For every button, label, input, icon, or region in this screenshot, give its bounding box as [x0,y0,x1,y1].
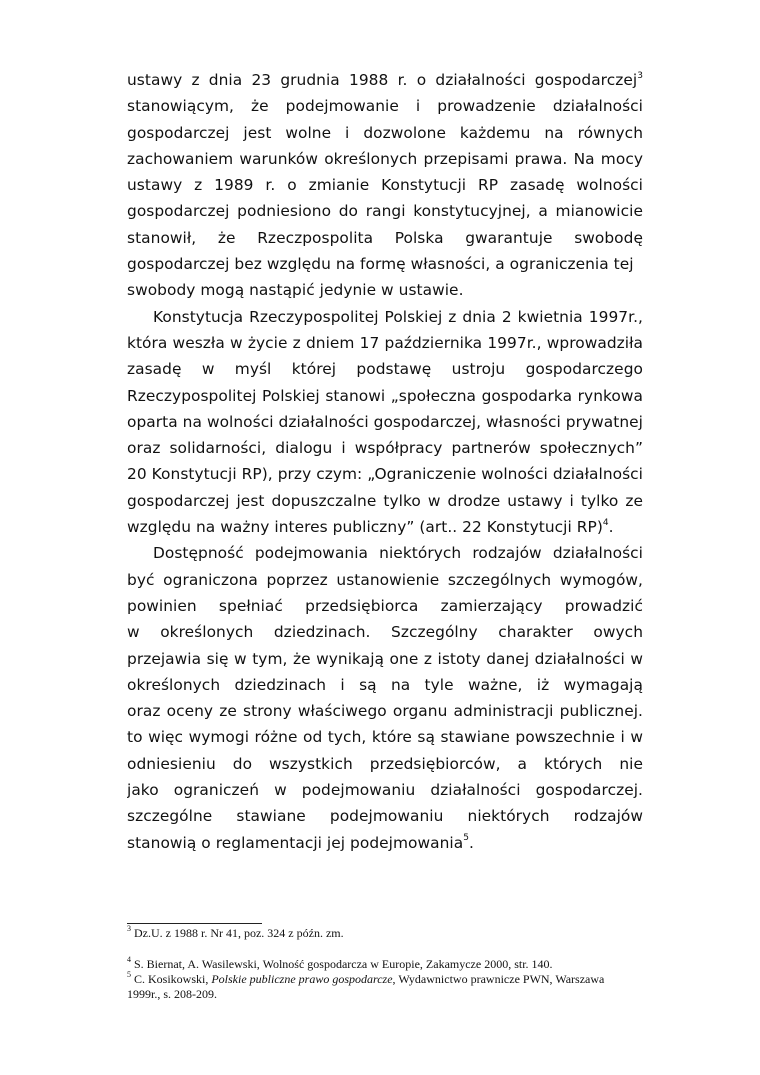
footnote-5-continuation: 1999r., s. 208-209. [127,987,217,1001]
text-line: gospodarczej jest wolne i dozwolone każdemu na równych [127,123,643,142]
footnote-text: C. Kosikowski, [131,972,212,986]
text-line: powinien spełniać przedsiębiorca zamierzający prowadzić [127,596,643,615]
footnote-ref[interactable]: 3 [637,70,643,81]
footnote-5 [127,972,647,987]
text-line: która weszła w życie z dniem 17 października 1997r., wprowadziła [127,333,643,352]
footnote-number: 3 [127,924,131,933]
text-line: Dostępność podejmowania niektórych rodzajów działalności [153,544,643,563]
text-line: w określonych dziedzinach. Szczególny charakter owych [127,623,643,642]
footnote-3 [127,926,647,941]
text-span: . [469,833,474,852]
footnote-title: Polskie publiczne prawo gospodarcze [211,972,393,986]
footnote-number: 4 [127,955,131,964]
text-line: oparta na wolności działalności gospodarczej, własności prywatnej [127,412,643,431]
text-span: ustawy z dnia 23 grudnia 1988 r. o działalności gospodarczej [127,71,638,89]
footnote-number: 5 [127,970,131,979]
text-line: Rzeczypospolitej Polskiej stanowi „społeczna gospodarka rynkowa [127,386,643,405]
text-line: gospodarczej podniesiono do rangi konstytucyjnej, a mianowicie [127,202,643,221]
text-line: gospodarczej bez względu na formę własności, a ograniczenia tej [127,255,634,274]
text-line [127,67,643,93]
text-line: 20 Konstytucji RP), przy czym: „Ograniczenie wolności działalności [127,465,643,484]
text-line: stanowiącym, że podejmowanie i prowadzenie działalności [127,97,643,116]
text-line: stanowił, że Rzeczpospolita Polska gwarantuje swobodę [127,228,643,247]
footnote-ref[interactable]: 4 [602,517,609,528]
text-line: określonych dziedzinach i są na tyle ważne, iż wymagają [127,675,643,694]
text-line: ustawy z 1989 r. o zmianie Konstytucji RP zasadę wolności [127,176,643,195]
text-line [127,514,643,540]
text-span: względu na ważny interes publiczny” (art.. 22 Konstytucji RP) [127,518,603,537]
text-line: oraz solidarności, dialogu i współpracy partnerów społecznych” [127,439,643,458]
text-span: . [608,518,614,537]
text-line: szczególne stawiane podejmowaniu niektórych rodzajów [127,807,643,826]
paragraph-1 [127,67,643,304]
footnote-separator [127,923,262,924]
paragraph-2 [127,304,643,541]
text-line: zasadę w myśl której podstawę ustroju gospodarczego [127,360,643,379]
text-line: oraz oceny ze strony właściwego organu administracji publicznej. [127,702,643,721]
paragraph-3 [127,540,643,856]
text-line: odniesieniu do wszystkich przedsiębiorców, a których nie [127,754,643,773]
text-line: swobody mogą nastąpić jedynie w ustawie. [127,281,464,300]
footnote-ref[interactable]: 5 [463,833,470,844]
footnotes [127,926,647,1002]
document-body [127,67,643,856]
footnote-4 [127,957,647,972]
footnote-text: , Wydawnictwo prawnicze PWN, Warszawa [392,972,605,986]
text-line: to więc wymogi różne od tych, które są stawiane powszechnie i w [127,728,643,747]
text-line: zachowaniem warunków określonych przepisami prawa. Na mocy [127,149,643,168]
text-span: stanowią o reglamentacji jej podejmowania [127,833,464,852]
footnote-text: S. Biernat, A. Wasilewski, Wolność gospodarcza w Europie, Zakamycze 2000, str. 140. [131,957,553,971]
text-line [127,830,643,856]
text-line: Konstytucja Rzeczypospolitej Polskiej z dnia 2 kwietnia 1997r., [153,307,643,326]
text-line: przejawia się w tym, że wynikają one z istoty danej działalności w [127,649,643,668]
text-line: gospodarczej jest dopuszczalne tylko w drodze ustawy i tylko ze [127,491,643,510]
footnote-text: Dz.U. z 1988 r. Nr 41, poz. 324 z późn. zm. [131,926,344,940]
text-line: jako ograniczeń w podejmowaniu działalności gospodarczej. [127,781,643,800]
text-line: być ograniczona poprzez ustanowienie szczególnych wymogów, [127,570,643,589]
